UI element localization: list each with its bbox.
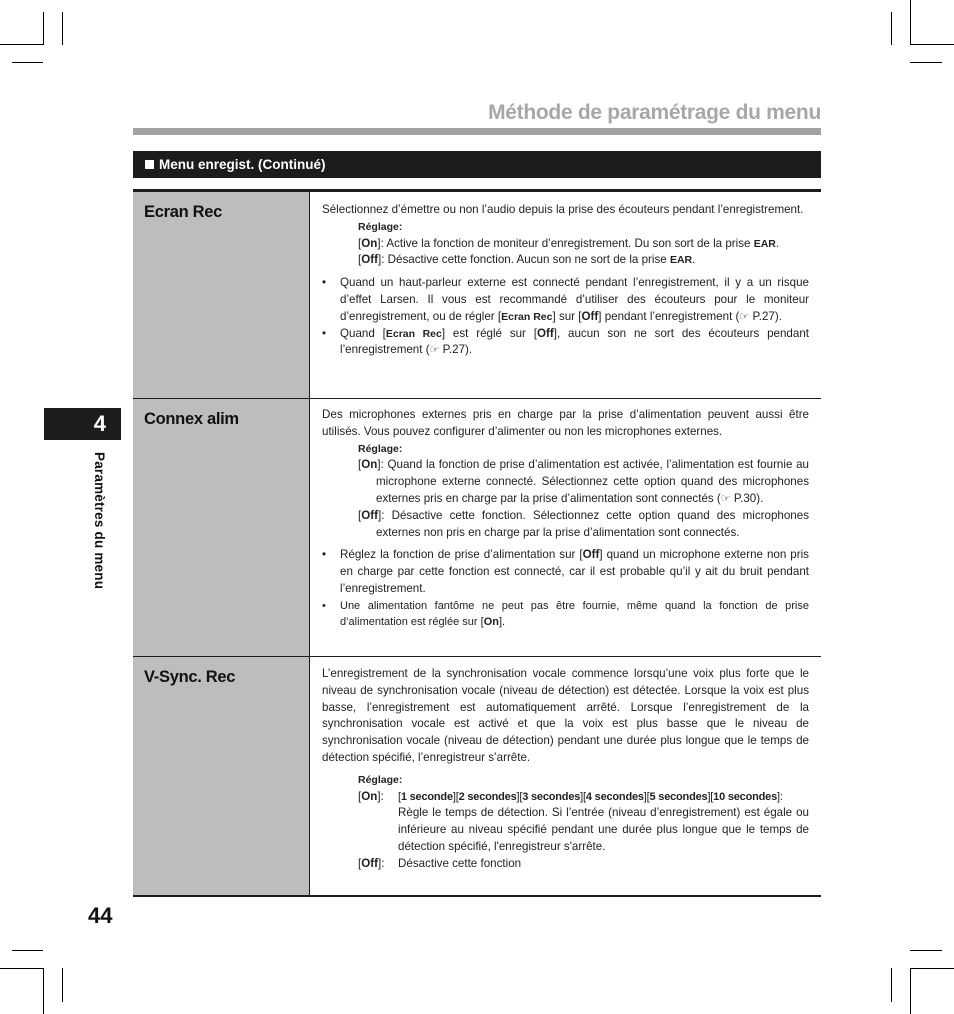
row-label-cell <box>133 657 310 895</box>
duration-option: 5 secondes <box>649 790 708 803</box>
page-reference-icon: ☞ <box>739 310 750 323</box>
duration-option: 10 secondes <box>713 790 777 803</box>
row-content <box>322 407 809 631</box>
crop-mark <box>891 12 892 45</box>
section-title-bar <box>133 151 821 178</box>
row-intro: Sélectionnez d’émettre ou non l’audio depuis la prise des écouteurs pendant l’enregistrement. <box>322 203 804 216</box>
chapter-number: 4 <box>93 411 106 436</box>
header-rule <box>133 128 821 135</box>
option-off: [Off]: Désactive cette fonction. Aucun son ne sort de la prise EAR. <box>358 253 696 267</box>
row-label: Connex alim <box>144 410 239 428</box>
note-text: ] pendant l’enregistrement ( <box>598 309 740 323</box>
note-text: Une alimentation fantôme ne peut pas être fournie, même quand la fonction de prise d’alimentation est réglée sur [ <box>340 599 809 629</box>
duration-option: 3 secondes <box>522 790 581 803</box>
page-reference: P.30). <box>730 491 764 505</box>
row-connex-alim <box>133 399 821 656</box>
note-key: Off <box>581 309 599 323</box>
option-key: Off <box>361 253 378 267</box>
page-reference: P.27). <box>749 309 782 323</box>
option-key-cell: [On]: <box>358 789 384 803</box>
note-key: Off <box>536 326 554 340</box>
row-label: V-Sync. Rec <box>144 668 236 686</box>
note-text: Réglez la fonction de prise d’alimentation sur [ <box>340 548 583 562</box>
ear-key: EAR <box>753 237 776 250</box>
option-key: On <box>361 789 378 803</box>
crop-mark <box>12 62 43 63</box>
crop-mark <box>0 968 43 969</box>
option-key: On <box>361 236 378 250</box>
row-intro: Des microphones externes pris en charge par la prise d’alimentation peuvent aussi être utilisés. Vous pouvez configurer d’alimenter ou non les microphones externes. <box>322 408 809 438</box>
option-on: [On]: Quand la fonction de prise d’alimentation est activée, l’alimentation est fournie au microphone externe connecté. Sélectionnez cette option quand des microphones externes pris en charge par la prise d’alimentation sont connectés (☞ P.30). <box>358 458 809 505</box>
page-number: 44 <box>88 903 113 928</box>
crop-mark <box>891 968 892 1002</box>
row-vsync-rec <box>133 657 821 895</box>
note-key: On <box>483 616 499 629</box>
note-key: Ecran Rec <box>501 310 553 323</box>
note-item <box>322 326 809 360</box>
note-text: ] est réglé sur [ <box>441 326 537 340</box>
note-text: ] sur [ <box>552 309 582 323</box>
crop-mark <box>910 950 942 951</box>
option-text: Désactive cette fonction <box>398 856 522 870</box>
crop-mark <box>0 44 43 45</box>
option-key: On <box>361 458 378 472</box>
crop-mark <box>12 950 43 951</box>
option-key: Off <box>361 856 378 870</box>
option-text: : Quand la fonction de prise d’alimentation est activée, l’alimentation est fournie au microphone externe connecté. Sélectionnez cette option quand des microphones externes pris en charge par la prise d’alimentation sont connectés ( <box>376 458 809 505</box>
crop-mark <box>43 968 44 1014</box>
option-on <box>358 789 809 856</box>
note-item <box>322 598 809 631</box>
note-key: Ecran Rec <box>385 327 442 340</box>
note-text: ] quand un microphone externe non pris en charge par cette fonction est connecté, car il est probable qu’il y ait du bruit pendant l’enregistrement. <box>340 548 809 595</box>
option-key-cell: [Off]: <box>358 856 385 870</box>
table-bottom-rule <box>133 895 821 897</box>
crop-mark <box>43 12 44 45</box>
note-item <box>322 275 809 325</box>
option-on: [On]: Active la fonction de moniteur d’enregistrement. Du son sort de la prise EAR. <box>358 236 780 250</box>
setting-heading: Réglage: <box>358 220 403 233</box>
notes-list <box>322 547 809 630</box>
ear-key: EAR <box>669 254 693 267</box>
square-bullet-icon <box>145 160 154 169</box>
settings-block <box>358 772 809 873</box>
crop-mark <box>910 968 911 1014</box>
note-item <box>322 547 809 597</box>
option-text: : Active la fonction de moniteur d’enregistrement. Du son sort de la prise <box>380 236 754 250</box>
note-text: Quand [ <box>340 326 386 340</box>
page-reference-icon: ☞ <box>429 344 440 357</box>
row-label: Ecran Rec <box>144 203 223 221</box>
row-label-cell <box>133 399 310 656</box>
page-reference: P.27). <box>439 343 473 357</box>
option-text: : Désactive cette fonction. Sélectionnez cette option quand des microphones externes non pris en charge par la prise d’alimentation sont connectés. <box>376 508 809 539</box>
settings-block <box>358 219 809 269</box>
crop-mark <box>910 62 942 63</box>
option-off <box>358 856 809 873</box>
setting-heading: Réglage: <box>358 773 403 786</box>
duration-list: [1 seconde][2 secondes][3 secondes][4 secondes][5 secondes][10 secondes]: <box>398 790 783 803</box>
option-off: [Off]: Désactive cette fonction. Sélectionnez cette option quand des microphones externes non pris en charge par la prise d’alimentation sont connectés. <box>358 508 809 539</box>
crop-mark <box>910 968 954 969</box>
note-text: Quand un haut-parleur externe est connecté pendant l’enregistrement, il y a un risque d’effet Larsen. Il vous est recommandé d’utiliser des écouteurs pour le moniteur d’enregistrement, ou de régler [ <box>340 276 809 323</box>
row-content <box>322 666 809 873</box>
note-text: ]. <box>498 616 506 629</box>
option-text: : Désactive cette fonction. Aucun son ne sort de la prise <box>381 253 670 267</box>
duration-option: 4 secondes <box>585 790 644 803</box>
option-value <box>398 789 809 856</box>
option-key: Off <box>361 508 378 522</box>
duration-option: 1 seconde <box>400 790 453 803</box>
crop-mark <box>62 968 63 1002</box>
row-ecran-rec <box>133 192 821 398</box>
row-content <box>322 202 809 359</box>
duration-option: 2 secondes <box>458 790 517 803</box>
setting-heading: Réglage: <box>358 442 403 455</box>
notes-list <box>322 275 809 359</box>
note-text: ], aucun son ne sort des écouteurs pendant l’enregistrement ( <box>340 326 810 357</box>
chapter-label: Paramètres du menu <box>92 452 107 590</box>
section-title: Menu enregist. (Continué) <box>159 157 326 172</box>
crop-mark <box>910 44 954 45</box>
chapter-tab <box>44 408 121 440</box>
option-text: Règle le temps de détection. Si l’entrée (niveau d’enregistrement) est égale ou inférieure au niveau spécifié pendant une durée plus longue que le temps de détection spécifié, l'enregistreur s'arrête. <box>398 806 809 853</box>
note-key: Off <box>582 548 600 562</box>
row-intro: L’enregistrement de la synchronisation vocale commence lorsqu’une voix plus forte que le niveau de synchronisation vocale (niveau de détection) est détectée. Lorsque la voix est plus basse, l’enregistrement est automatiquement arrêté. Lorsque l’enregistrement de la synchronisation vocale est activé et que la voix est plus basse que le niveau de synchronisation vocale (niveau de détection) pendant une durée plus longue que le temps de détection spécifié, l’enregistreur s’arrête. <box>322 667 809 764</box>
settings-block <box>358 441 809 542</box>
page-reference-icon: ☞ <box>720 492 731 505</box>
row-label-cell <box>133 192 310 398</box>
crop-mark <box>62 12 63 45</box>
page-header-title: Méthode de paramétrage du menu <box>488 101 821 124</box>
crop-mark <box>910 0 911 45</box>
